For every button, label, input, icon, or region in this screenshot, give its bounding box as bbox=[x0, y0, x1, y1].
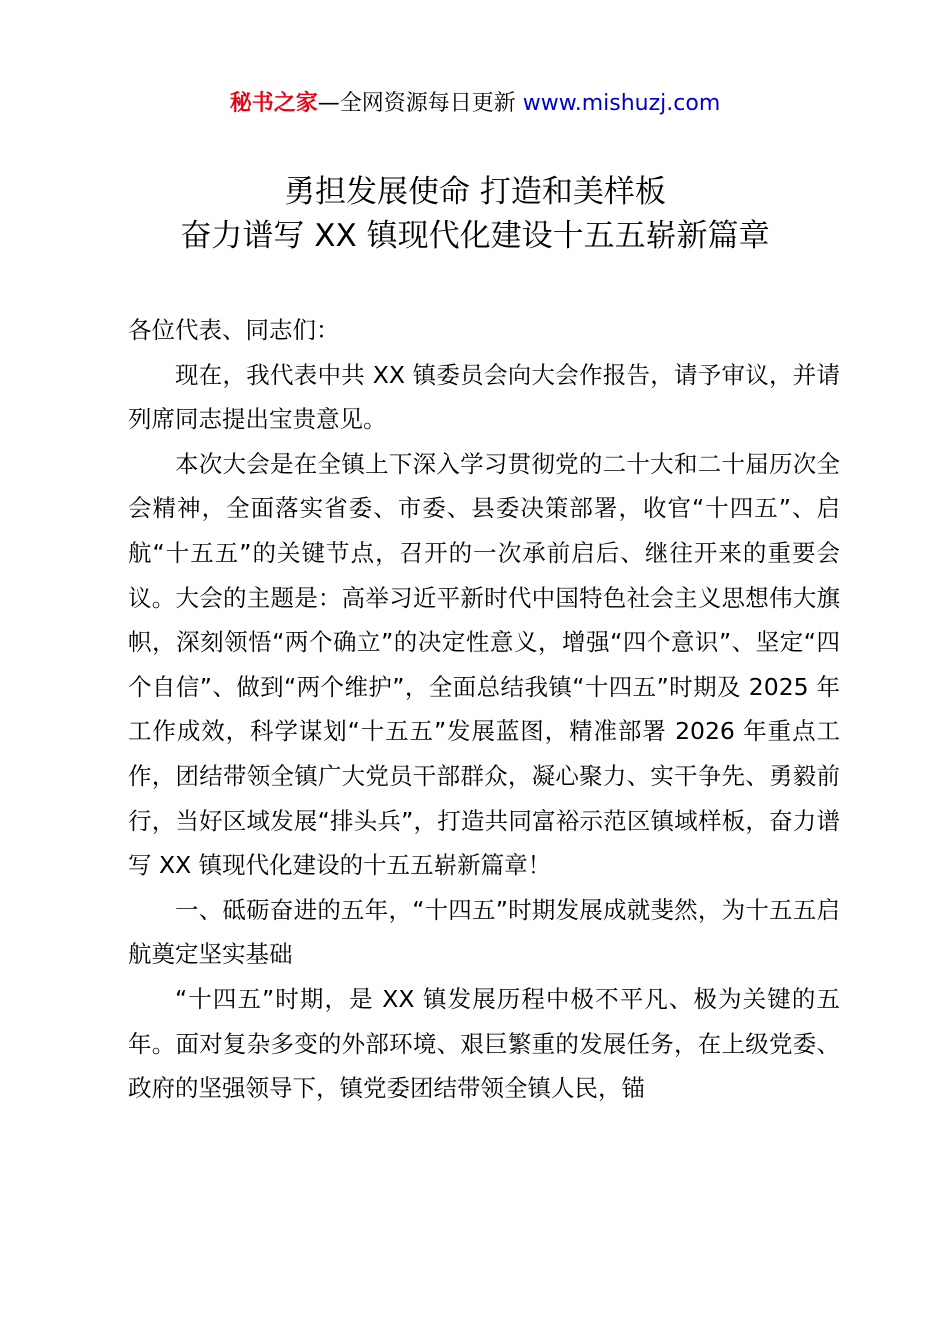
section-heading-1: 一、砥砺奋进的五年，“十四五”时期发展成就斐然，为十五五启航奠定坚实基础 bbox=[128, 895, 840, 969]
title-line-1: 勇担发展使命 打造和美样板 bbox=[284, 174, 666, 210]
title-line-2: 奋力谱写 XX 镇现代化建设十五五崭新篇章 bbox=[180, 218, 770, 254]
paragraph-1: 现在，我代表中共 XX 镇委员会向大会作报告，请予审议，并请列席同志提出宝贵意见。 bbox=[128, 360, 840, 434]
paragraph-2: 本次大会是在全镇上下深入学习贯彻党的二十大和二十届历次全会精神，全面落实省委、市委、县委决策部署，收官“十四五”、启航“十五五”的关键节点，召开的一次承前启后、继往开来的重要会议。大会的主题是：高举习近平新时代中国特色社会主义思想伟大旗帜，深刻领悟“两个确立”的决定性意义，增强“四个意识”、坚定“四个自信”、做到“两个维护”，全面总结我镇“十四五”时期及 2025 年工作成效，科学谋划“十五五”发展蓝图，精准部署 2026 年重点工作，团结带领全镇广大党员干部群众，凝心聚力、实干争先、勇毅前行，当好区域发展“排头兵”，打造共同富裕示范区镇域样板，奋力谱写 XX 镇现代化建设的十五五崭新篇章！ bbox=[128, 449, 840, 880]
paragraph-3: “十四五”时期，是 XX 镇发展历程中极不平凡、极为关键的五年。面对复杂多变的外部环境、艰巨繁重的发展任务，在上级党委、政府的坚强领导下，镇党委团结带领全镇人民，锚 bbox=[128, 984, 840, 1103]
document-body bbox=[128, 308, 840, 1111]
salutation: 各位代表、同志们： bbox=[128, 316, 340, 344]
site-url-link[interactable]: www.mishuzj.com bbox=[522, 91, 721, 116]
site-header bbox=[0, 88, 950, 120]
document-title bbox=[0, 170, 950, 258]
site-tagline: —全网资源每日更新 bbox=[317, 91, 523, 116]
site-brand: 秘书之家 bbox=[229, 91, 318, 116]
